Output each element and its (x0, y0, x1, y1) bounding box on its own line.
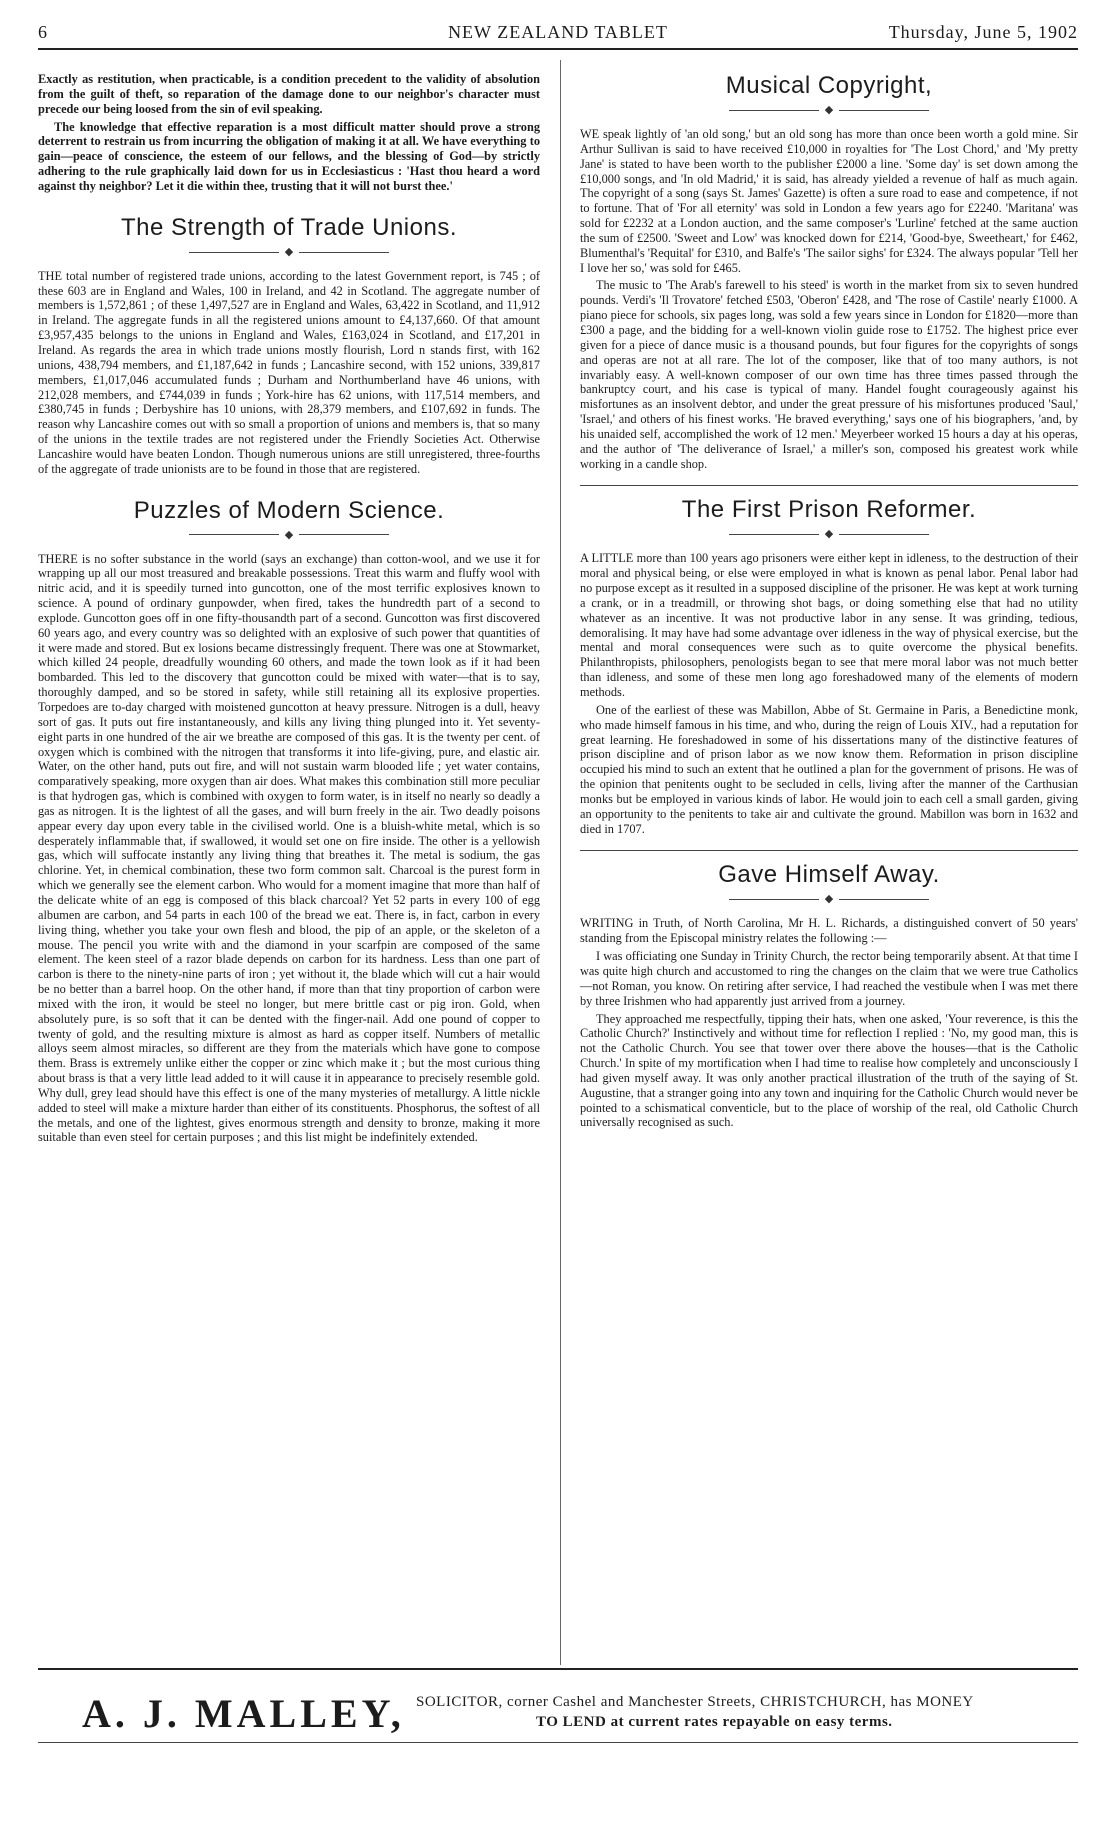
masthead-rule (38, 48, 1078, 50)
musical-copyright-paragraph-1: WE speak lightly of 'an old song,' but an old song has more than once been worth a gold mine. Sir Arthur Sullivan is said to have received £10,000 in royalties for 'The Lost Chord,' and 'My pretty Jane' is stated to have been worth to the publisher £2000 a line. 'Some day' is set down among the £10,000 songs, and 'In old Madrid,' it is said, has already yielded a revenue of half as much again. The copyright of a song (says St. James' Gazette) is often a sure road to ease and competence, if not to fortune. That of 'For all eternity' was sold in London a few years ago for £2240. 'Maritana' was sold for £2232 at a London auction, and the same composer's 'Lurline' fetched at the same auction the sum of £2500. 'Sweet and Low' was knocked down for £214, 'Good-bye, Sweetheart,' for £462, Blumenthal's 'Requital' for £310, and Balfe's 'The sailor sighs' for £324. The always popular 'Tell her I love her so,' was sold for £465. (580, 127, 1078, 275)
musical-copyright-headline: Musical Copyright, (725, 72, 933, 99)
section-rule (580, 485, 1078, 486)
masthead (38, 18, 1078, 44)
left-column (38, 72, 540, 1148)
headline-ornament (580, 891, 1078, 906)
column-divider (560, 60, 561, 1665)
diamond-icon: ◆ (824, 893, 834, 906)
section-rule (580, 850, 1078, 851)
advertisement-rule (38, 1742, 1078, 1743)
advertisement (38, 1686, 1078, 1736)
headline-ornament (580, 526, 1078, 541)
trade-unions-headline: The Strength of Trade Unions. (120, 213, 457, 241)
musical-copyright-paragraph-2: The music to 'The Arab's farewell to his steed' is worth in the market from six to seven hundred pounds. Verdi's 'Il Trovatore' fetched £503, 'Oberon' £428, and 'The rose of Castile' nearly £1000. A piano piece for schools, six pages long, was sold a few years since in London for £1820—more than £300 a page, and the bidding for a well-known violin guide rose to £1752. The highest price ever given for a piece of dance music is a thousand pounds, but four figures for the copyrights of songs and operas are not at all rare. The lot of the composer, like that of too many authors, is not invariably easy. A well-known composer of our own time has three times passed through the bankruptcy court, and his case is typical of many. Handel fought courageously against his misfortunes as an insolvent debtor, and under the great pressure of his misfortunes produced 'Saul,' 'Israel,' and others of his finest works. 'He braved everything,' says one of his biographers, 'and, by his unaided self, accomplished the work of 12 men.' Meyerbeer worked 15 hours a day at his operas, and the author of 'The deliverance of Israel,' a miller's son, composed his greatest work while working in a candle shop. (580, 278, 1078, 471)
diamond-icon: ◆ (284, 245, 294, 258)
gave-himself-away-headline: Gave Himself Away. (718, 861, 940, 889)
gave-himself-away-paragraph-3: They approached me respectfully, tipping their hats, when one asked, 'Your reverence, is this the Catholic Church?' Instinctively and without time for reflection I replied : 'No, my good man, this is not the Catholic Church. You see that tower over there above the houses—that is the Catholic Church.' In spite of my mortification when I had time to realise how completely and unconsciously I had given myself away. It was only another practical illustration of the truth of the saying of St. Augustine, that a stranger going into any town and inquiring for the Catholic Church would never be pointed to a schismatical conventicle, but to the place of worship of the real, old Catholic Church universally recognised as such. (580, 1011, 1078, 1130)
advertiser-name: A. J. MALLEY, (82, 1691, 405, 1736)
issue-date: Thursday, June 5, 1902 (888, 22, 1078, 42)
puzzles-paragraph: THERE is no softer substance in the world (says an exchange) than cotton-wool, and we use it for wrapping up all our most treasured and breakable possessions. Treat this warm and fluffy wool with nitric acid, and it is speedily turned into guncotton, one of the most terrific explosives known to science. A pound of ordinary gunpowder, when fired, takes the hundredth part of a second to explode. Guncotton goes off in one fifty-thousandth part of a second. Guncotton was first discovered 60 years ago, and every country was so delighted with an explosive of such power that quantities of it were made and stored. But ex losions became distressingly frequent. There was one at Stowmarket, which killed 24 people, dreadfully wounding 60 others, and made the town look as if it had been bombarded. This led to the discovery that guncotton could be mixed with water—that is to say, thoroughly damped, and so be stored in safety, while still retaining all its explosive properties. Torpedoes are to-day charged with moistened guncotton at heavy pressure. Nitrogen is a dull, heavy sort of gas. It puts out fire instantaneously, and kills any living thing plunged into it. Yet seventy-eight parts in one hundred of the air we breathe are composed of this gas. It is the twenty per cent. of oxygen which is combined with the nitrogen that transforms it into life-giving, pure, and elastic air. Water, on the other hand, puts out fire, and will not sustain warm blooded life ; yet water contains, comparatively speaking, more oxygen than air does. What makes this combination still more peculiar is that hydrogen gas, which is combined with oxygen to form water, is in itself no nearly so deadly a gas as nitrogen. It is the lightest of all the gases, and will burn freely in the air. Two deadly poisons appear every day upon every table in the civilised world. One is a bluish-white metal, which is so desperately inflammable that, if swallowed, it would set one on fire inside. The other is a yellowish gas, which will suffocate instantly any living thing that breathes it. The metal is sodium, the gas chlorine. Yet, in chemical combination, these two form common salt. Charcoal is the purest form in which we generally see the element carbon. Who would for a moment imagine that more than half of the delicate white of an egg is composed of this black charcoal? Yet 52 parts in every 100 of egg albumen are carbon, and 54 parts in each 100 of the bread we eat. There is, in fact, carbon in every living thing, whether you take your own flesh and blood, the pip of an apple, or the skeleton of a mouse. The pencil you write with and the diamond in your scarfpin are composed of the same element. The keen steel of a razor blade depends on carbon for its hardness. Less than one part of carbon is there to the ninety-nine parts of iron ; yet without it, the blade which will cut a hair would be no better than a barrel hoop. On the other hand, if more than that tiny proportion of carbon were mixed with the iron, it would be steel no longer, but mere brittle cast or pig iron. Gold, when absolutely pure, is so soft that it can be dented with the finger-nail. Add one pound of copper to twenty of gold, and the resulting mixture is almost as hard as copper itself. Numbers of metallic alloys seem almost miracles, so different are they from the materials which have gone to compose them. Brass is extremely unlike either the copper or zinc which make it ; but the most curious thing about brass is that a very little lead added to it will cause it in appearance to precisely resemble gold. Why dull, grey lead should have this effect is one of the many mysteries of metallurgy. A little nickle added to steel will make a mixture harder than either of its constituents. Phosphorus, the softest of all the metals, and one of the lightest, gives enormous strength and density to bronze, making it more suitable than even steel for certain purposes ; and this list might be indefinitely extended. (38, 551, 540, 1145)
prison-reformer-paragraph-1: A LITTLE more than 100 years ago prisoners were either kept in idleness, to the destruction of their moral and physical being, or else were employed in what is known as penal labor. Penal labor had no purpose except as it resulted in a supposed discipline of the prisoner. He was kept at work turning a crank, or in a treadmill, or throwing shot bags, or doing something else that had no utility whatever as an incentive. It was not productive labor in any sense. It was grinding, tedious, demoralising. It may have had some advantage over idleness in the way of physical exercise, but the mental and moral consequences were such as to quite overcome the physical benefits. Philanthropists, philosophers, penologists began to see that mere moral labor was not much better than idleness, and some of these men long ago foreshadowed many of the elements of modern methods. (580, 551, 1078, 699)
puzzles-headline: Puzzles of Modern Science. (133, 496, 445, 524)
page-number: 6 (38, 22, 48, 42)
diamond-icon: ◆ (824, 104, 834, 116)
gave-himself-away-paragraph-1: WRITING in Truth, of North Carolina, Mr H. L. Richards, a distinguished convert of 50 years' standing from the Episcopal ministry relates the following :— (580, 916, 1078, 946)
intro-paragraph-1: Exactly as restitution, when practicable, is a condition precedent to the validity of absolution from the guilt of theft, so reparation of the damage done to our neighbor's character must precede our being loosed from the sin of evil speaking. (38, 72, 540, 116)
headline-ornament (38, 527, 540, 542)
diamond-icon: ◆ (824, 528, 834, 541)
newspaper-title: NEW ZEALAND TABLET (448, 22, 668, 42)
diamond-icon: ◆ (284, 528, 294, 541)
prison-reformer-headline: The First Prison Reformer. (681, 496, 977, 524)
intro-paragraph-2: The knowledge that effective reparation is a most difficult matter should prove a strong deterrent to restrain us from incurring the obligation of making it at all. We have everything to gain—peace of conscience, the esteem of our fellows, and the blessing of God—by strictly adhering to the rule graphically laid down for us in Ecclesiasticus : 'Hast thou heard a word against thy neighbor? Let it die within thee, trusting that it will not burst thee.' (38, 119, 540, 193)
headline-ornament (580, 102, 1078, 117)
advertisement-line-2: TO LEND at current rates repayable on easy terms. (536, 1714, 893, 1730)
gave-himself-away-paragraph-2: I was officiating one Sunday in Trinity Church, the rector being temporarily absent. At that time I was quite high church and accustomed to ring the changes on the claim that we were true Catholics—not Roman, you know. On retiring after service, I had reached the vestibule when I was met there by three Irishmen who had apparently just arrived from a journey. (580, 949, 1078, 1008)
trade-unions-paragraph: THE total number of registered trade unions, according to the latest Government report, is 745 ; of these 603 are in England and Wales, 100 in Ireland, and 42 in Scotland. The aggregate number of members is 1,572,861 ; of these 1,497,527 are in England and Wales, 63,422 in Scotland, and 11,912 in Ireland. The aggregate funds in all the registered unions amount to £4,137,660. Of that amount £3,957,435 belongs to the unions in England and Wales, £163,024 in Scotland, and £17,201 in Ireland. As regards the area in which trade unions mostly flourish, Lord n stands first, with 162 unions, 438,794 members, and £1,187,642 in funds ; Lancashire second, with 152 unions, 339,817 members, £1,017,046 accumulated funds ; Durham and Northumberland have 46 unions, with 212,028 members, and £744,039 in funds ; York-hire has 62 unions, with 117,514 members, and £380,745 in funds ; Derbyshire has 10 unions, with 28,379 members, and £107,692 in funds. The reason why Lancashire comes out with so small a proportion of unions and members is, that so many of the unions in the textile trades are not registered under the Friendly Societies Act. Otherwise Lancashire would have beaten London. Though numerous unions are still unregistered, three-fourths of the aggregate of trade unionists are to be found in those that are registered. (38, 268, 540, 476)
footer-rule (38, 1668, 1078, 1670)
headline-ornament (38, 244, 540, 259)
right-column (580, 72, 1078, 1133)
advertisement-line-1: SOLICITOR, corner Cashel and Manchester Streets, CHRISTCHURCH, has MONEY (416, 1694, 974, 1710)
prison-reformer-paragraph-2: One of the earliest of these was Mabillon, Abbe of St. Germaine in Paris, a Benedictine monk, who made himself famous in his time, and who, during the reign of Louis XIV., had a reputation for great learning. He foreshadowed in some of his dissertations many of the distinctive features of prison discipline and of prison labor as we now know them. Reformation in prison discipline occupied his mind to such an extent that he outlined a plan for the government of prisons. He was of the opinion that penitents ought to be secluded in cells, living after the manner of the Carthusian monks but be employed in various kinds of labor. He would join to each cell a small garden, giving an opportunity to the penitents to take air and cultivate the ground. Mabillon was born in 1632 and died in 1707. (580, 702, 1078, 836)
